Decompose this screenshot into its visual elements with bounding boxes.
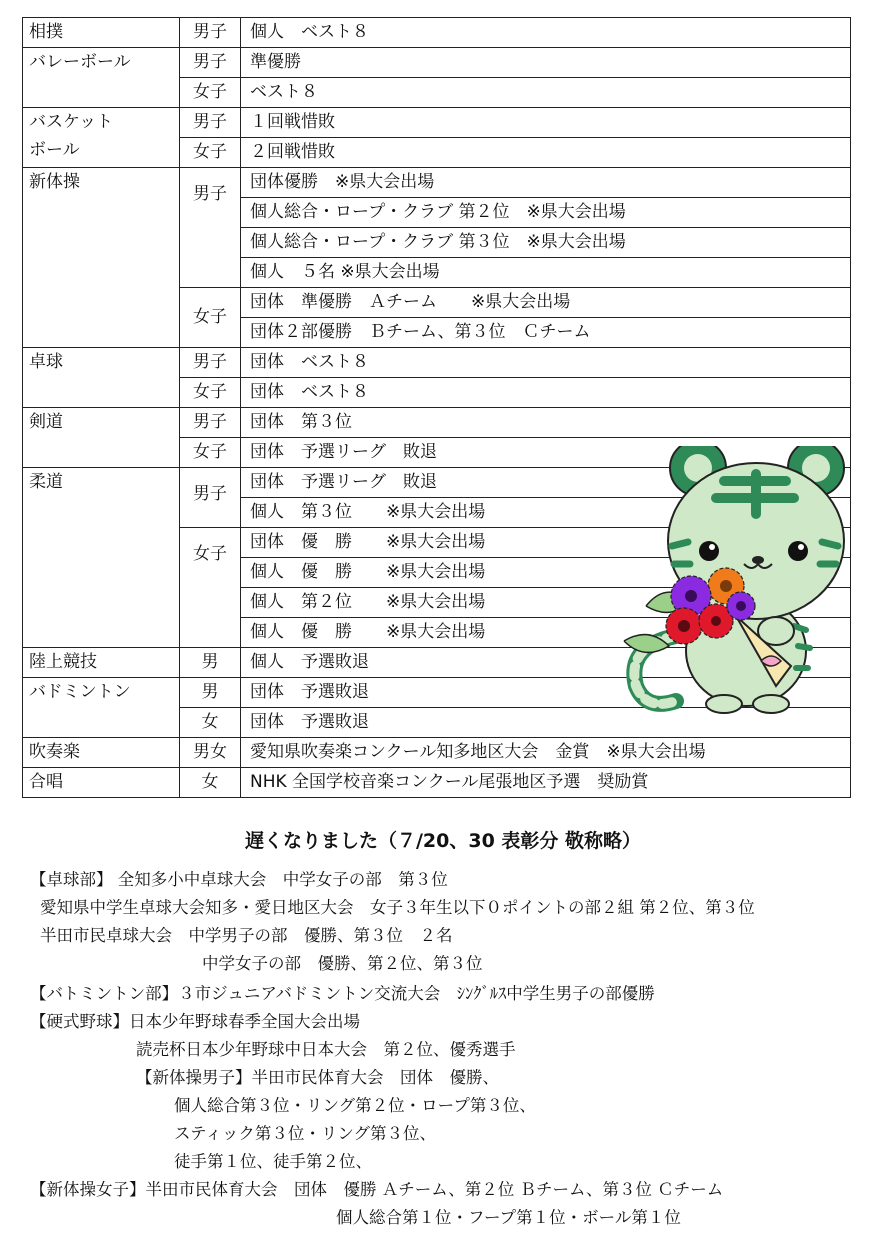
result-cell: 団体 予選リーグ 敗退 (241, 468, 851, 498)
sport-cell: バレーボール (23, 48, 180, 108)
gender-cell: 女子 (180, 78, 241, 108)
sport-cell: バスケット ボール (23, 108, 180, 168)
result-cell: 団体２部優勝 Ｂチーム、第３位 Ｃチーム (241, 318, 851, 348)
list-item: 中学女子の部 優勝、第２位、第３位 (202, 954, 483, 973)
list-item: 読売杯日本少年野球中日本大会 第２位、優秀選手 (136, 1040, 516, 1059)
result-cell: 団体 第３位 (241, 408, 851, 438)
mascot-eye-right (788, 541, 808, 561)
list-item: 【バトミントン部】３市ジュニアバドミントン交流大会 ｼﾝｸﾞﾙｽ中学生男子の部優勝 (30, 984, 655, 1003)
result-cell: 団体 準優勝 Ａチーム ※県大会出場 (241, 288, 851, 318)
result-cell: ベスト８ (241, 78, 851, 108)
result-cell: 愛知県吹奏楽コンクール知多地区大会 金賞 ※県大会出場 (241, 738, 851, 768)
gender-cell: 女 (180, 768, 241, 798)
gender-cell: 女子 (180, 438, 241, 468)
list-item: 徒手第１位、徒手第２位、 (174, 1152, 372, 1171)
sport-cell: 合唱 (23, 768, 180, 798)
list-item: スティック第３位・リング第３位、 (174, 1124, 437, 1143)
gender-cell: 男子 (180, 108, 241, 138)
result-cell: 個人 第２位 ※県大会出場 (241, 588, 851, 618)
flower-icon (666, 608, 702, 644)
result-cell: 個人 ５名 ※県大会出場 (241, 258, 851, 288)
result-cell: １回戦惜敗 (241, 108, 851, 138)
tiger-mascot-illustration (606, 446, 856, 716)
result-cell: 個人 予選敗退 (241, 648, 851, 678)
result-cell: 準優勝 (241, 48, 851, 78)
list-item: 【新体操女子】半田市民体育大会 団体 優勝 Ａチーム、第２位 Ｂチーム、第３位 Ｃチーム (30, 1180, 724, 1199)
result-cell: 個人総合・ロープ・クラブ 第２位 ※県大会出場 (241, 198, 851, 228)
sport-cell: 卓球 (23, 348, 180, 408)
list-item: 個人総合第３位・リング第２位・ロープ第３位、 (174, 1096, 536, 1115)
gender-cell: 男子 (180, 348, 241, 378)
gender-cell: 女子 (180, 378, 241, 408)
flower-icon (727, 592, 755, 620)
gender-cell: 男子 (180, 18, 241, 48)
list-item: 【卓球部】 全知多小中卓球大会 中学女子の部 第３位 (30, 870, 448, 889)
result-cell: 団体 予選敗退 (241, 708, 851, 738)
gender-cell: 女子 (180, 528, 241, 648)
gender-cell: 男子 (180, 468, 241, 528)
sport-cell: 柔道 (23, 468, 180, 648)
late-section-title: 遅くなりました（７/20、30 表彰分 敬称略） (244, 830, 642, 852)
result-cell: 団体 予選リーグ 敗退 (241, 438, 851, 468)
sport-cell: 陸上競技 (23, 648, 180, 678)
result-cell: 個人 優 勝 ※県大会出場 (241, 558, 851, 588)
result-cell: 団体優勝 ※県大会出場 (241, 168, 851, 198)
gender-cell: 男 (180, 648, 241, 678)
sport-cell: 吹奏楽 (23, 738, 180, 768)
mascot-eye-left (699, 541, 719, 561)
list-item: 半田市民卓球大会 中学男子の部 優勝、第３位 ２名 (40, 926, 453, 945)
list-item: 個人総合第１位・フープ第１位・ボール第１位 (336, 1208, 681, 1227)
result-cell: 個人総合・ロープ・クラブ 第３位 ※県大会出場 (241, 228, 851, 258)
sport-cell: 剣道 (23, 408, 180, 468)
result-cell: 個人 ベスト８ (241, 18, 851, 48)
gender-cell: 男子 (180, 168, 241, 288)
sport-cell: 新体操 (23, 168, 180, 348)
gender-cell: 男子 (180, 48, 241, 78)
gender-cell: 男女 (180, 738, 241, 768)
result-cell: NHK 全国学校音楽コンクール尾張地区予選 奨励賞 (241, 768, 851, 798)
result-cell: 団体 優 勝 ※県大会出場 (241, 528, 851, 558)
list-item: 【硬式野球】日本少年野球春季全国大会出場 (30, 1012, 360, 1031)
sport-cell: 相撲 (23, 18, 180, 48)
result-cell: 団体 予選敗退 (241, 678, 851, 708)
gender-cell: 女子 (180, 288, 241, 348)
gender-cell: 女 (180, 708, 241, 738)
gender-cell: 男子 (180, 408, 241, 438)
result-cell: ２回戦惜敗 (241, 138, 851, 168)
result-cell: 個人 優 勝 ※県大会出場 (241, 618, 851, 648)
result-cell: 団体 ベスト８ (241, 378, 851, 408)
sport-cell: バドミントン (23, 678, 180, 738)
gender-cell: 女子 (180, 138, 241, 168)
result-cell: 個人 第３位 ※県大会出場 (241, 498, 851, 528)
list-item: 愛知県中学生卓球大会知多・愛日地区大会 女子３年生以下０ポイントの部２組 第２位、第３位 (40, 898, 755, 917)
result-cell: 団体 ベスト８ (241, 348, 851, 378)
gender-cell: 男 (180, 678, 241, 708)
list-item: 【新体操男子】半田市民体育大会 団体 優勝、 (136, 1068, 499, 1087)
